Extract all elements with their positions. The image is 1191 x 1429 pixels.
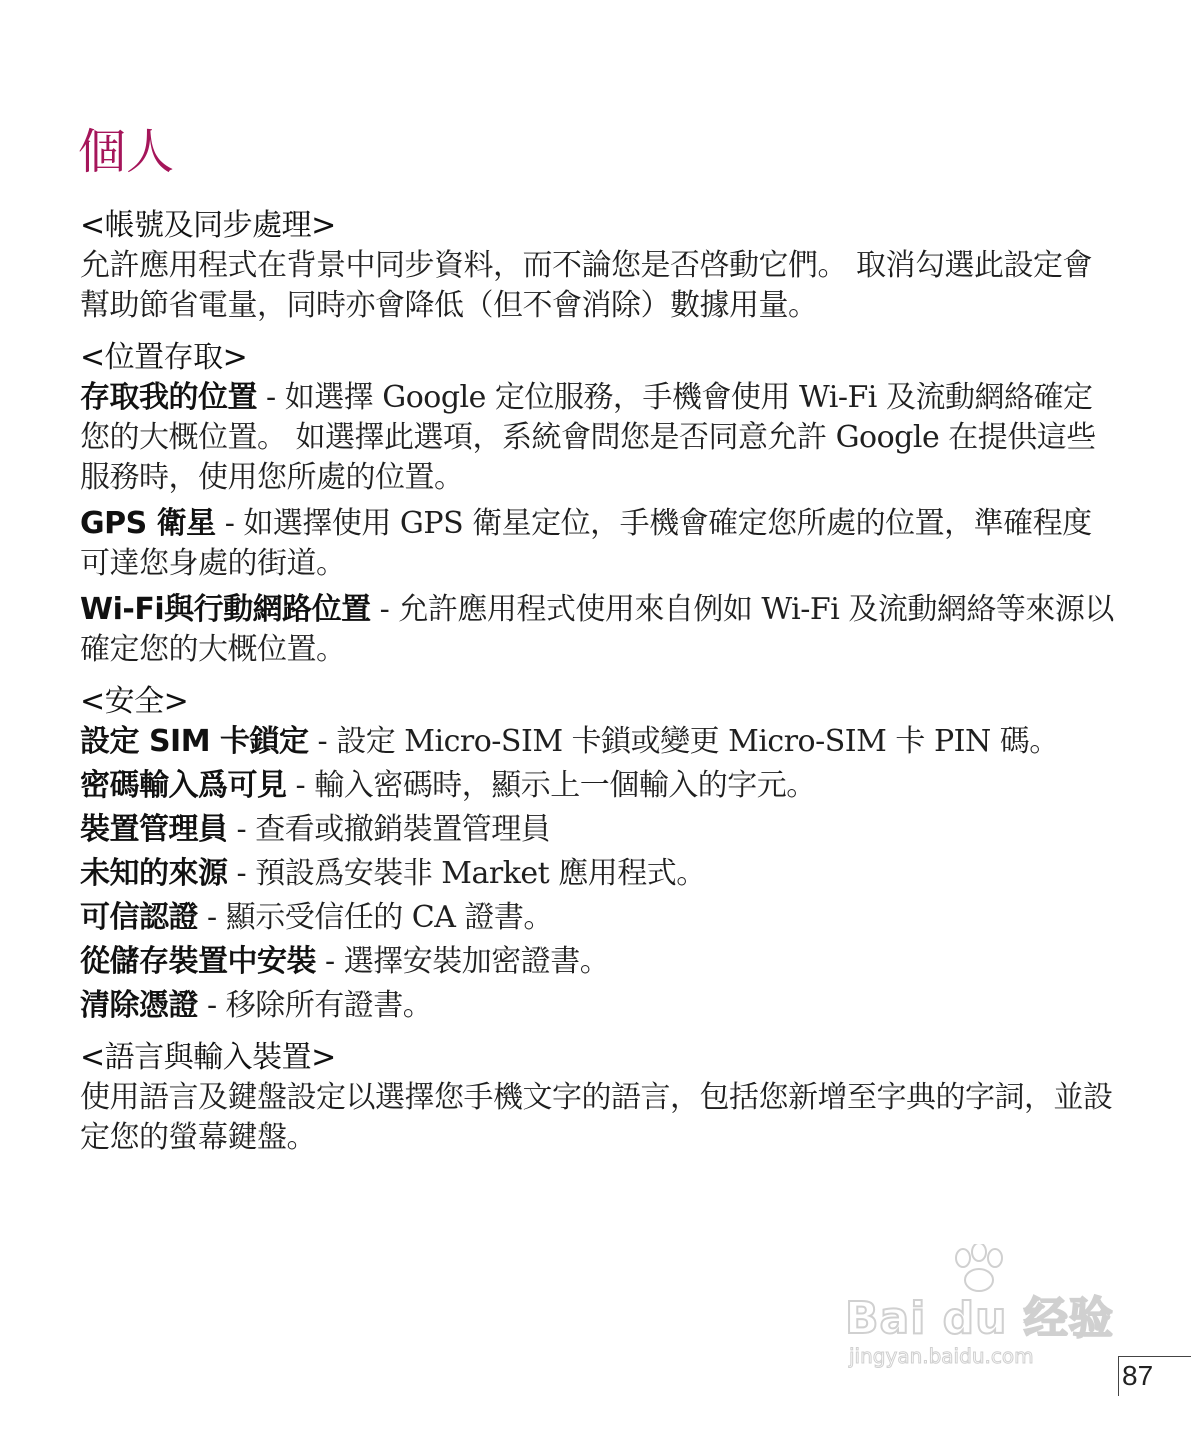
watermark-logo: Bai du 经验 (845, 1293, 1114, 1344)
item-term: 從儲存裝置中安裝 (80, 944, 316, 979)
security-item (80, 722, 1120, 762)
item-desc: - 允許應用程式使用來自例如 Wi-Fi 及流動網絡等來源以確定您的大概位置。 (80, 592, 1114, 667)
section-heading-language: <語言與輸入裝置> (80, 1040, 336, 1075)
security-item (80, 986, 1120, 1026)
item-desc: - 如選擇使用 GPS 衛星定位，手機會確定您所處的位置，準確程度可達您身處的街道。 (80, 506, 1092, 581)
security-item (80, 898, 1120, 938)
language-description: 使用語言及鍵盤設定以選擇您手機文字的語言，包括您新增至字典的字詞，並設定您的螢幕鍵盤。 (80, 1080, 1113, 1155)
item-desc: - 預設爲安裝非 Market 應用程式。 (227, 856, 706, 891)
location-item (80, 504, 1120, 584)
item-term: 未知的來源 (80, 856, 228, 891)
item-desc: - 選擇安裝加密證書。 (316, 944, 610, 979)
item-term: 密碼輸入爲可見 (80, 768, 287, 803)
item-term: Wi-Fi與行動網路位置 (80, 592, 371, 627)
watermark-url: jingyan.baidu.com (849, 1344, 1034, 1368)
security-item (80, 810, 1120, 850)
section-heading-security: <安全> (80, 684, 189, 719)
item-desc: - 如選擇 Google 定位服務，手機會使用 Wi-Fi 及流動網絡確定您的大概位置。 如選擇此選項，系統會問您是否同意允許 Google 在提供這些服務時，使用您所處的位置。 (80, 380, 1096, 495)
item-desc: - 顯示受信任的 CA 證書。 (198, 900, 553, 935)
item-desc: - 輸入密碼時，顯示上一個輸入的字元。 (286, 768, 816, 803)
baidu-watermark (845, 1260, 1115, 1380)
item-desc: - 查看或撤銷裝置管理員 (227, 812, 551, 847)
section-heading-location: <位置存取> (80, 340, 248, 375)
item-term: 存取我的位置 (80, 380, 257, 415)
item-desc: - 設定 Micro-SIM 卡鎖或變更 Micro-SIM 卡 PIN 碼。 (308, 724, 1059, 759)
item-term: GPS 衛星 (80, 506, 216, 541)
location-item (80, 590, 1120, 670)
page-title: 個人 (78, 124, 175, 180)
security-item (80, 942, 1120, 982)
page-number: 87 (1122, 1360, 1154, 1391)
security-item (80, 766, 1120, 806)
sync-description: 允許應用程式在背景中同步資料，而不論您是否啓動它們。 取消勾選此設定會幫助節省電量，同時亦會降低（但不會消除）數據用量。 (80, 248, 1093, 323)
document-body (80, 206, 1120, 1158)
item-term: 設定 SIM 卡鎖定 (80, 724, 309, 759)
section-heading-sync: <帳號及同步處理> (80, 208, 336, 243)
security-item (80, 854, 1120, 894)
item-term: 可信認證 (80, 900, 198, 935)
page-number-rule (1118, 1356, 1191, 1357)
page-number-divider (1118, 1356, 1119, 1396)
item-desc: - 移除所有證書。 (198, 988, 433, 1023)
location-item (80, 378, 1120, 498)
item-term: 裝置管理員 (80, 812, 228, 847)
item-term: 清除憑證 (80, 988, 198, 1023)
